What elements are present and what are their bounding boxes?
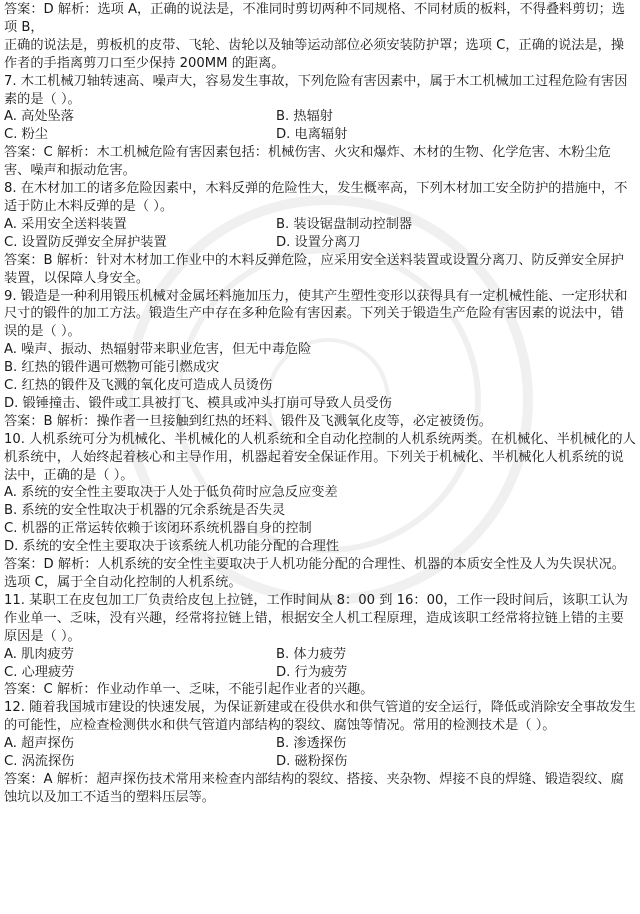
answer-option: A. 超声探伤 — [4, 736, 74, 752]
answer-option: A. 采用安全送料装置 — [4, 216, 127, 232]
text-line: B. 红热的锻件遇可燃物可能引燃成灾 — [4, 360, 220, 376]
text-line: C. 红热的锻件及飞溅的氧化皮可造成人员烫伤 — [4, 378, 273, 394]
text-line: 正确的说法是，剪板机的皮带、飞轮、齿轮以及轴等运动部位必须安装防护罩；选项 C，正确的说法是，操作者的手指离剪刀口至少保持 200MM 的距离。 — [4, 37, 625, 71]
text-line: A. 噪声、振动、热辐射带来职业危害，但无中毒危险 — [4, 342, 312, 358]
question-stem: 7. 木工机械刀轴转速高、噪声大，容易发生事故，下列危险有害因素中，属于木工机械加工过程危险有害因素的是（ ）。 — [4, 73, 628, 107]
answer-option: A. 高处坠落 — [4, 109, 74, 125]
question-stem: 10. 人机系统可分为机械化、半机械化的人机系统和全自动化控制的人机系统两类。在机械化、半机械化的人机系统中，人始终起着核心和主导作用，机器起着安全保证作用。下列关于机械化、半机械化人机系统的说法中，正确的是（ ）。 — [4, 431, 636, 483]
answer-option: D. 行为疲劳 — [276, 664, 348, 680]
answer-explanation: 答案：B 解析：操作者一旦接触到红热的坯料、锻件及飞溅氧化皮等，必定被烫伤。 — [4, 413, 492, 429]
answer-option: C. 设置防反弹安全屏护装置 — [4, 234, 167, 250]
answer-option: C. 涡流探伤 — [4, 754, 75, 770]
answer-explanation: 答案：D 解析：选项 A，正确的说法是，不准同时剪切两种不同规格、不同材质的板料，不得叠料剪切；选 — [4, 2, 625, 17]
options-grid — [4, 108, 636, 144]
answer-option: C. 粉尘 — [4, 127, 48, 143]
answer-explanation: 答案：A 解析：超声探伤技术常用来检查内部结构的裂纹、搭接、夹杂物、焊接不良的焊缝、锻造裂纹、腐蚀坑以及加工不适当的塑料压层等。 — [4, 771, 624, 805]
question-stem: 12. 随着我国城市建设的快速发展，为保证新建或在役供水和供气管道的安全运行，降低或消除安全事故发生的可能性，应检查检测供水和供气管道内部结构的裂纹、腐蚀等情况。常用的检测技术是（ ）。 — [4, 700, 636, 734]
answer-option: B. 装设锯盘制动控制器 — [276, 216, 413, 232]
document-page — [4, 1, 636, 807]
text-line: D. 系统的安全性主要取决于该系统人机功能分配的合理性 — [4, 539, 340, 555]
text-line: D. 锻锤撞击、锻件或工具被打飞、模具或冲头打崩可导致人员受伤 — [4, 395, 392, 411]
answer-explanation: 答案：B 解析：针对木材加工作业中的木料反弹危险，应采用安全送料装置或设置分离刀、防反弹安全屏护装置，以保障人身安全。 — [4, 252, 624, 286]
answer-option: A. 肌肉疲劳 — [4, 646, 74, 662]
options-grid — [4, 216, 636, 252]
answer-option: D. 电离辐射 — [276, 127, 348, 143]
text-line: A. 系统的安全性主要取决于人处于低负荷时应急反应变差 — [4, 485, 338, 501]
answer-explanation: 答案：C 解析：木工机械危险有害因素包括：机械伤害、火灾和爆炸、木材的生物、化学危害、木粉尘危害、噪声和振动危害。 — [4, 145, 611, 179]
answer-option: B. 体力疲劳 — [276, 646, 347, 662]
answer-option: D. 设置分离刀 — [276, 234, 361, 250]
answer-option: D. 磁粉探伤 — [276, 754, 348, 770]
options-grid — [4, 735, 636, 771]
text-line: C. 机器的正常运转依赖于该闭环系统机器自身的控制 — [4, 521, 312, 537]
question-stem: 9. 锻造是一种利用锻压机械对金属坯料施加压力，使其产生塑性变形以获得具有一定机械性能、一定形状和尺寸的锻件的加工方法。锻造生产中存在多种危险有害因素。下列关于锻造生产危险有害因素的说法中，错误的是（ ）。 — [4, 288, 628, 340]
answer-option: B. 渗透探伤 — [276, 736, 347, 752]
question-stem: 8. 在木材加工的诸多危险因素中，木料反弹的危险性大，发生概率高，下列木材加工安全防护的措施中，不适于防止木料反弹的是（ ）。 — [4, 181, 628, 214]
answer-option: C. 心理疲劳 — [4, 664, 75, 680]
answer-explanation: 答案：D 解析：人机系统的安全性主要取决于人机功能分配的合理性、机器的本质安全性及人为失误状况。选项 C，属于全自动化控制的人机系统。 — [4, 557, 625, 590]
answer-option: B. 热辐射 — [276, 109, 333, 125]
question-stem: 11. 某职工在皮包加工厂负责给皮包上拉链，工作时间从 8：00 到 16：00，工作一段时间后，该职工认为作业单一、乏味，没有兴趣，经常将拉链上错，根据安全人机工程原理，造成该职工经常将拉链上错的主要原因是（ ）。 — [4, 592, 628, 644]
text-line: B. 系统的安全性取决于机器的冗余系统是否失灵 — [4, 503, 286, 519]
options-grid — [4, 646, 636, 682]
text-line: 项 B， — [4, 19, 44, 35]
answer-explanation: 答案：C 解析：作业动作单一、乏味，不能引起作业者的兴趣。 — [4, 682, 374, 698]
